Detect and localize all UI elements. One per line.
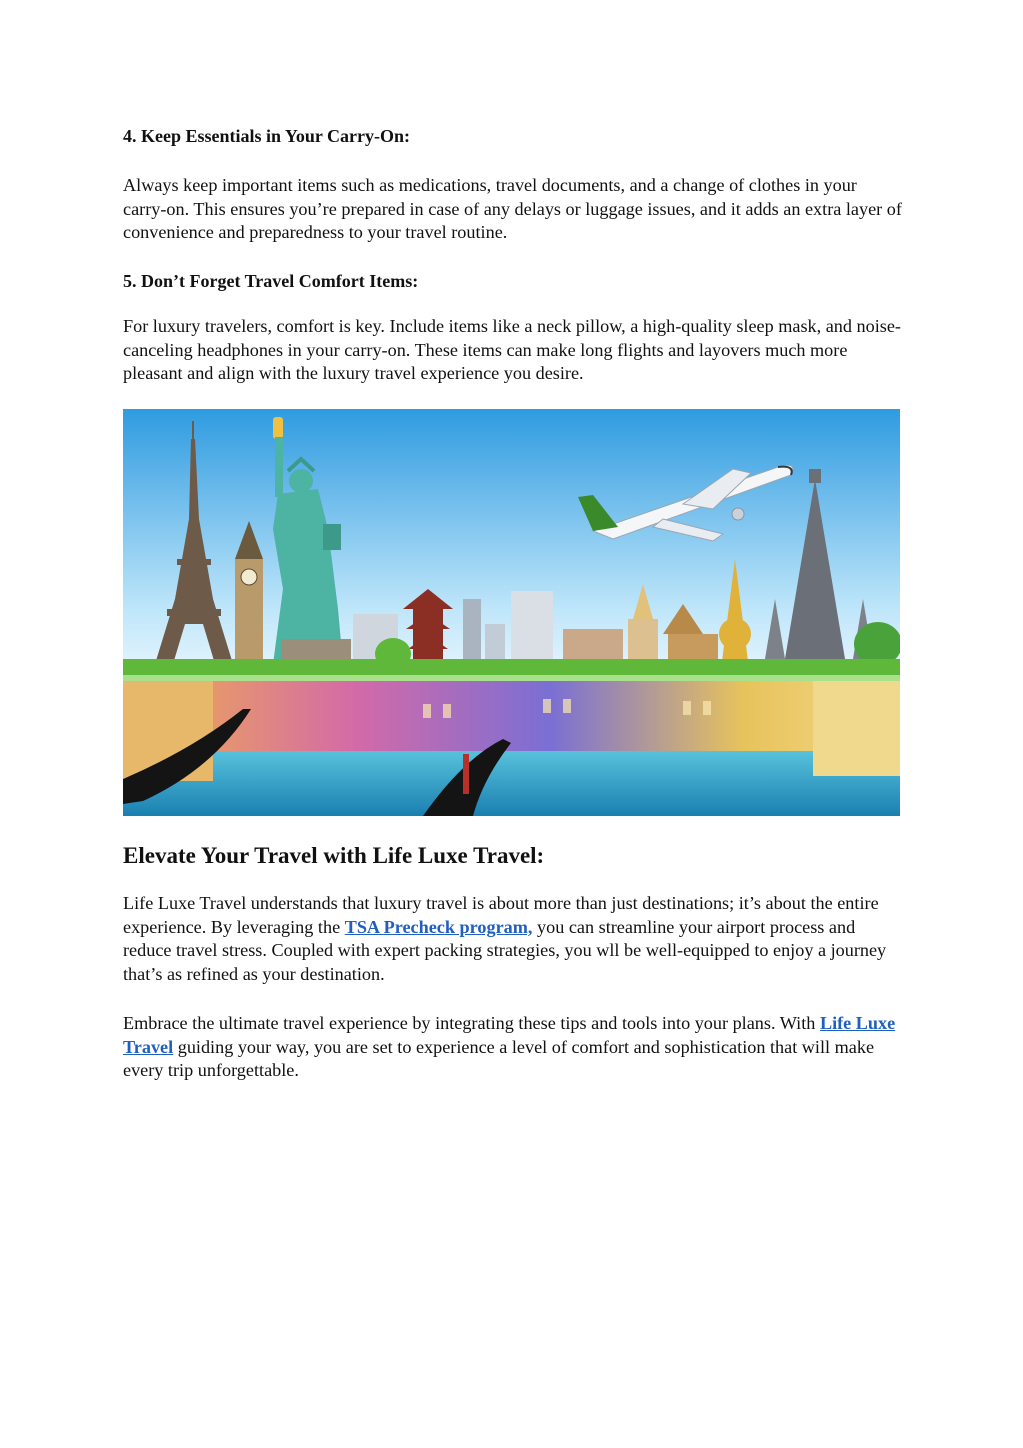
elevate-heading: Elevate Your Travel with Life Luxe Travel: [123,843,545,868]
section-4-paragraph: Always keep important items such as medications, travel documents, and a change of clothes in your carry-on. This ensures you’re prepared in case of any delays or luggage issues, and it adds an extra layer of convenience and preparedness to your travel routine. [123,175,902,242]
life-luxe-travel-link[interactable]: Life Luxe Travel [123,1013,896,1057]
tsa-precheck-link[interactable]: TSA Precheck program, [344,916,533,937]
section-5-heading: 5. Don’t Forget Travel Comfort Items: [123,271,419,291]
elevate-paragraph-2 [123,1012,903,1083]
elevate-paragraph-1-text-a: Life Luxe Travel understands that luxury travel is about more than just destinations; it’s about the entire experience. By leveraging the [123,893,879,937]
elevate-paragraph-1 [123,892,903,986]
elevate-paragraph-2-text-b: guiding your way, you are set to experience a level of comfort and sophistication that will make every trip unforgettable. [123,1036,875,1080]
section-4-heading: 4. Keep Essentials in Your Carry-On: [123,126,411,146]
elevate-paragraph-1-text-b: you can streamline your airport process and reduce travel stress. Coupled with expert packing strategies, you wll be well-equipped to enjoy a journey that’s as refined as your destination. [123,916,887,984]
elevate-paragraph-2-text-a: Embrace the ultimate travel experience by integrating these tips and tools into your plans. With [123,1013,820,1033]
section-5-paragraph: For luxury travelers, comfort is key. Include items like a neck pillow, a high-quality sleep mask, and noise-canceling headphones in your carry-on. These items can make long flights and layovers much more pleasant and align with the luxury travel experience you desire. [123,316,901,383]
venice-canal-scene [123,681,900,816]
travel-landmarks-image [123,409,900,816]
